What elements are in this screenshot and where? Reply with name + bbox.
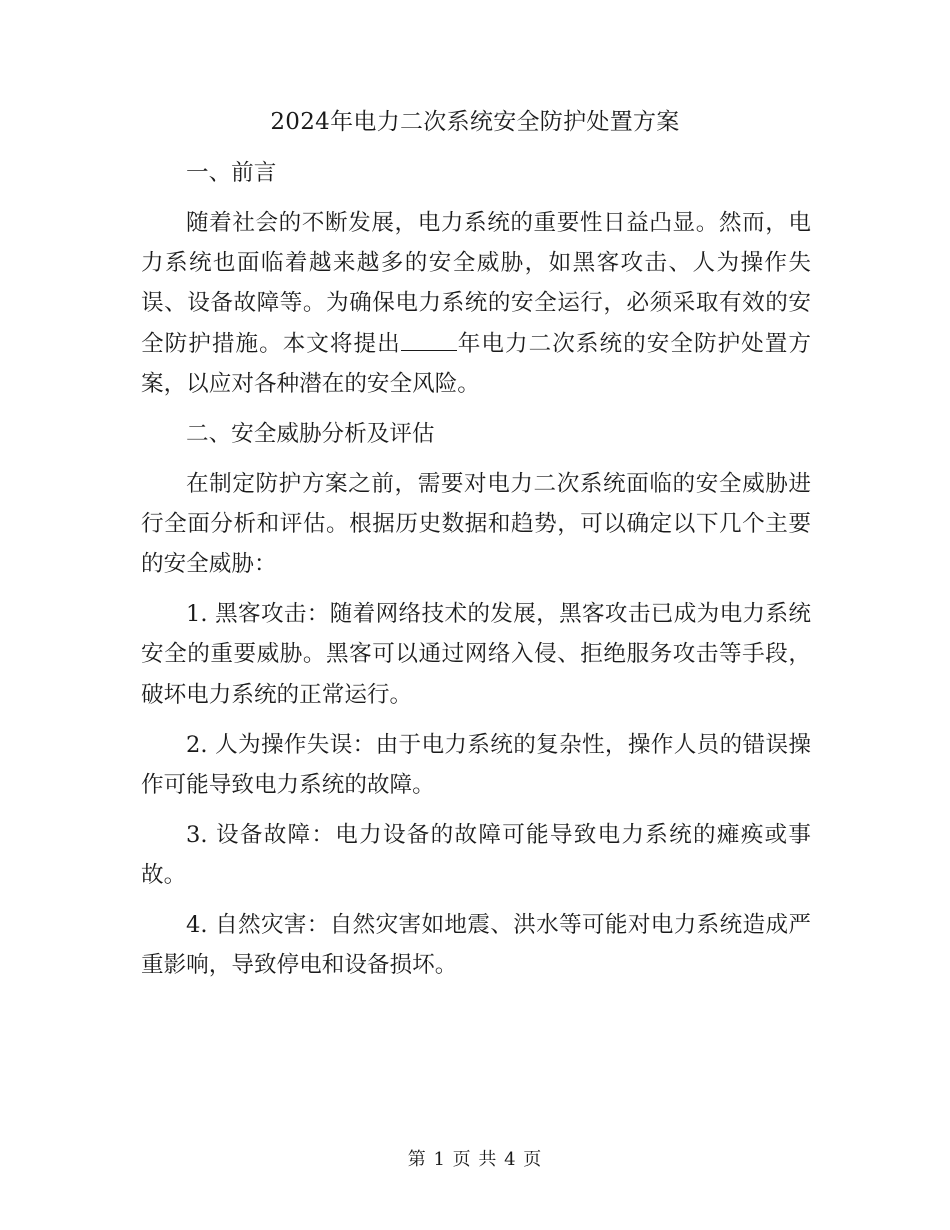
document-title: 2024年电力二次系统安全防护处置方案 bbox=[270, 109, 680, 135]
section-heading-threat-analysis: 二、安全威胁分析及评估 bbox=[186, 420, 435, 447]
document-body bbox=[141, 153, 811, 995]
section-heading-preface: 一、前言 bbox=[186, 160, 277, 186]
list-item-equipment-failure: 3. 设备故障：电力设备的故障可能导致电力系统的瘫痪或事故。 bbox=[141, 821, 811, 889]
blank-underline bbox=[401, 332, 457, 351]
paragraph-analysis: 在制定防护方案之前，需要对电力二次系统面临的安全威胁进行全面分析和评估。根据历史数据和趋势，可以确定以下几个主要的安全威胁： bbox=[141, 470, 811, 578]
list-item-hacker-attack: 1. 黑客攻击：随着网络技术的发展，黑客攻击已成为电力系统安全的重要威胁。黑客可以通过网络入侵、拒绝服务攻击等手段，破坏电力系统的正常运行。 bbox=[141, 601, 811, 708]
paragraph-intro-part2: 年电力二次系统的安全防护处置方案，以应对各种潜在的安全风险。 bbox=[141, 330, 812, 397]
list-item-human-error: 2. 人为操作失误：由于电力系统的复杂性，操作人员的错误操作可能导致电力系统的故障。 bbox=[141, 731, 811, 798]
page-number-footer: 第 1 页 共 4 页 bbox=[407, 1149, 543, 1170]
list-item-natural-disaster: 4. 自然灾害：自然灾害如地震、洪水等可能对电力系统造成严重影响，导致停电和设备损坏。 bbox=[141, 912, 811, 979]
paragraph-intro bbox=[141, 203, 811, 404]
paragraph-intro-part1: 随着社会的不断发展，电力系统的重要性日益凸显。然而，电力系统也面临着越来越多的安全威胁，如黑客攻击、人为操作失误、设备故障等。为确保电力系统的安全运行，必须采取有效的安全防护措施。本文将提出 bbox=[141, 210, 811, 357]
